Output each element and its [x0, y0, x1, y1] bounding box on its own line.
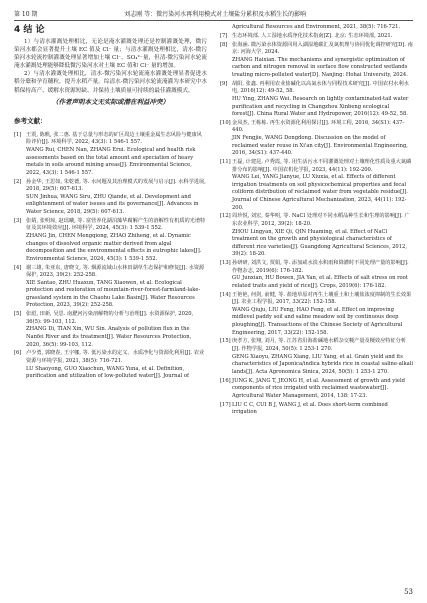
left-column: [14, 24, 207, 382]
reference-chinese: 生态环境部. 人工湿地水质净化技术指南[Z]. 北京: 生态环境部, 2021.: [232, 32, 393, 39]
references-list-left: [14, 132, 207, 381]
conclusion-paragraph-2: 2）与清水灌溉处理相比，清水-微污染河水轮流淹水灌溉处理显著促进水稻分蘖和孕育穗粒，提升水稻产量。综清水-微污染河水轮流淹灌为本研究中水稻保持高产、缓解水资源短缺、并保持土壤质量可持续的最佳灌溉模式。: [14, 71, 207, 94]
reference-english: ZHANG Haixian. The mechanisms and synergistic optimization of carbon and nitrogen removal in surface flow constructed wetlands treating micro-polluted water[D]. Nanjing: Hohai University, 2024.: [232, 56, 408, 78]
right-column: [220, 24, 413, 418]
reference-chinese: 张彪, 田新, 吴思. 南淝河污染溶解物的分析与治理[J]. 水资源保护, 2020, 36(5): 99-103, 112.: [26, 311, 194, 325]
reference-text: [26, 311, 207, 349]
reference-chinese: 卢少勇, 郭晓春, 王宇娜, 等. 低污染水的定义、水质净化与资源化利用[J]. 农业资源与环境学报, 2021, 38(5): 716-721.: [26, 350, 205, 364]
reference-item: [14, 179, 207, 217]
reference-english: ZHANG Di, TIAN Xin, WU Sin. Analysis of pollution flux in the Nanfei River and its treatment[J]. Water Resources Protection, 2020, 36(5): 99-103, 112.: [26, 326, 192, 348]
reference-number: [1]: [14, 131, 22, 138]
reference-text: [26, 179, 207, 217]
reference-number: [3]: [14, 217, 22, 224]
reference-item: [14, 132, 207, 178]
reference-chinese: 王磊, 计建昆, 卢秀霞, 等. 用生活污水不同灌溉处理对土壤理化性质及重大氮磷排分布的影响[J]. 中国农机化学报, 2023, 44(11): 192-200.: [232, 159, 412, 173]
reference-number: [2]: [14, 178, 22, 185]
reference-english: WANG Lei, YANG Jianyue, LU Xiuxia, et al. Effects of different irrigation treatments on soil physicochemical properties and fecal coliform distribution of reclaimed water from vegetable residue[J]. Journal of Chinese Agricultural Mechanization, 2023, 44(11): 192-200.: [232, 174, 408, 211]
reference-text: [232, 338, 413, 376]
reference-chinese: 周珍悦, 刘宏, 秦华明, 等. NaCl 处理对不同水稻品种生长和生理的影响[J]. 广东农业科学, 2012, 39(2): 18-20.: [232, 213, 410, 227]
reference-chinese: 张婧, 张明琼, 赵瑶曦, 等. 富营养化湖泊藻华腐解产生的溶解性有机质的光谱特征及其环境效应[J]. 环境科学, 2024, 45(3): 1 539-1 552.: [26, 217, 206, 232]
reference-chinese: 谢三雄, 朱亚东, 唐晓文, 等. 烟源流域山水林田湖草生态保护和修复[J]. 水资源保护, 2023, 39(2): 252-258.: [26, 264, 205, 279]
reference-text: [232, 159, 413, 212]
reference-number: [13]: [220, 260, 231, 267]
reference-number: [12]: [220, 213, 231, 220]
running-header: [14, 6, 413, 21]
reference-text: [232, 260, 413, 290]
reference-english: GU Junxian, HU Bowen, JIA Yan, et al. Effects of salt stress on root related traits and yield of rice[J]. Crops, 2019(6): 176-182.: [232, 275, 408, 289]
reference-number: [5]: [14, 311, 22, 318]
reference-item: [220, 159, 413, 212]
reference-number: [9]: [220, 80, 228, 87]
reference-english: LU Shaoyong, GUO Xiaochun, WANG Yuna, et al. Definition, purification and utilization of low-polluted water[J]. Journal of: [26, 365, 189, 380]
reference-text: [232, 81, 413, 119]
reference-chinese: 王震, 陈帆, 张二惠. 基于总量与形态的矿区周边土壤重金属生态风险与健康风险评价[J]. 环境科学, 2022, 43(3): 1 546-1 557.: [26, 131, 202, 146]
reference-text: [232, 292, 413, 338]
reference-chinese: 金凤杰, 王栋栋. 再生水资源化利用探讨[J]. 环境工程, 2016, 34(S1): 437-440.: [232, 119, 405, 134]
reference-english: GENG Xiaoyu, ZHANG Xiang, LIU Yang, et al. Grain yield and its characteristics of Japonica/indica hybrids rice in coastal saline-alkali lands[J]. Acta Agronomica Sinica, 2024, 50(5): 1 253-1 270.: [232, 353, 414, 375]
reference-item: [220, 260, 413, 290]
reference-chinese: 孙研研, 刘洪文, 贾娟, 等. 添加咸水淡水积雨和降灌时不同处理产量的影响[J]. 作物杂志, 2019(6): 176-182.: [232, 260, 409, 274]
reference-text: [232, 42, 413, 80]
reference-item: [14, 265, 207, 311]
reference-chinese: 张海涵. 微污染水体资源回用入湖湿地碳汇及氮机理与协同优化调控研究[D]. 南京: 河海大学, 2024.: [232, 41, 413, 56]
reference-item: [220, 402, 413, 417]
reference-text: [232, 378, 413, 401]
reference-english: HU Ying, ZHANG Wei. Research on lightly contaminated-tail water purification and recycling in Changzhou Xinbeng ecological forest[J]. China Rural Water and Hydropower, 2016(12): 49-52, 58.: [232, 95, 409, 118]
section-title: 4 结 论: [14, 25, 45, 35]
reference-number: [16]: [220, 377, 231, 384]
reference-number: [14]: [220, 291, 231, 298]
reference-number: [17]: [220, 401, 231, 408]
reference-chinese: 庚孝方, 张翔, 刘月, 等. 江苏省沿海盐碱地水稻杂交粳产量及粳效应特征分析[J]. 作物学报, 2024, 50(5): 1 253-1 270.: [232, 338, 407, 353]
reference-item: [14, 218, 207, 264]
reference-english: WANG Qiuju, LIU Feng, HAO Feng, et al. Effect on improving midlevel paddy soil and saline meadow soil by continuous deep ploughing[J]. Transactions of the Chinese Society of Agricultural Engineering, 2017, 33(22): 152-158.: [232, 306, 403, 336]
reference-english: WANG Rui, CHEN Nan, ZHANG Erui. Ecological and health risk assessments based on the total amount and speciation of heavy metals in soils around mining areas[J]. Environmental Science, 2022, 43(3): 1 546-1 557.: [26, 147, 196, 176]
reference-text: [232, 213, 413, 259]
reference-chinese: 胡阳, 张鑫. 再利用农业盐碱化以高氮水体与同程技术研究[J]. 中国农村水利水电, 2016(12): 49-52, 58.: [232, 80, 409, 95]
reference-number: [10]: [220, 119, 231, 126]
page-number: 53: [404, 588, 413, 596]
reference-text: [232, 120, 413, 158]
reference-number: [15]: [220, 338, 231, 345]
reference-item: [220, 378, 413, 401]
reference-english: ZHANG Jin, CHEN Mengqiong, ZHAO Zhiheng, et al. Dynamic changes of dissolved organic matter derived from algal decomposition and the environmental effects in eutrophic lakes[J]. Environmental Science, 2024, 45(3): 1 539-1 552.: [26, 232, 202, 262]
reference-english: XIE Santao, ZHU Huaxun, TANG Xiaowen, et al. Ecological protection and restoration of mountain-river-forest-farmland-lake-grassland system in the Chaohu Lake Basin[J]. Water Resources Protection, 2023, 39(2): 252-258.: [26, 279, 201, 309]
reference-item: [220, 81, 413, 119]
reference-english: SUN Jinhua, WANG Siru, ZHU Qiande, et al. Development and enlightenment of water issues and its governance[J]. Advances in Water Science, 2018, 29(5): 607-613.: [26, 193, 199, 215]
reference-chinese: 王艳艳, 何剑, 俞健, 等. 盐地草原对再生土壤重土和土壤盐浓度抑制的生长效果[J]. 农业工程学报, 2017, 33(22): 152-158.: [232, 291, 412, 306]
conclusion-paragraph-1: 1）与清水灌溉处理相比，无论是淹水灌溉处理还是控制灌溉处理，微污染河水都会显著提升土壤 EC 值及 Cl⁻ 量；与清水灌溉处理相比，清水-微污染河水轮流控制灌溉处理显著增加土壤 Cl⁻、SO₄²⁻量，但清-微污染河水轮流淹水灌溉处理能够降低微污染河水对土壤 EC 值和 Cl⁻ 量的增加。: [14, 39, 207, 70]
running-title: 刘志刚 等：微污染河水再利用模式对土壤盐分累积及水稻生长的影响: [124, 11, 307, 18]
reference-english: LIU C C, CUI B J, WANG J, et al. Does short-term combined irrigation: [232, 401, 388, 416]
reference-number: [7]: [220, 32, 228, 39]
reference-continuation: Agricultural Resources and Environment, 2021, 38(5): 716-721.: [232, 24, 401, 30]
reference-text: [26, 132, 207, 178]
reference-number: [6]: [14, 350, 22, 357]
reference-chinese: 孙金华, 王思如, 朱乾德, 等. 水问题及其治理模式的发展与启示[J]. 水科学进展, 2018, 29(5): 607-613.: [26, 178, 206, 193]
issue-number: 第 10 期: [14, 11, 38, 18]
references-heading: 参考文献：: [14, 117, 47, 126]
reference-item: [220, 120, 413, 158]
reference-item: [220, 213, 413, 259]
reference-text: [232, 402, 413, 417]
reference-text: [232, 33, 413, 41]
reference-item: [220, 292, 413, 338]
reference-english: JUNG K, JANG T, JEONG H, et al. Assessment of growth and yield components of rice irrigated with reclaimed wastewater[J]. Agricultural Water Management, 2014, 138: 17-23.: [232, 377, 405, 399]
reference-item: [14, 350, 207, 380]
reference-item: [220, 33, 413, 41]
reference-number: [11]: [220, 159, 231, 166]
reference-item: [220, 42, 413, 80]
reference-text: [26, 218, 207, 264]
reference-number: [8]: [220, 41, 228, 48]
reference-item: [14, 311, 207, 349]
reference-text: [26, 265, 207, 311]
reference-text: [26, 350, 207, 380]
reference-english: ZHOU Lingyan, XIE Qi, QIN Huaming, et al. Effect of NaCl treatment on the growth and physiological characteristics of different rice varieties[J]. Guangdong Agricultural Sciences, 2012, 39(2): 18-20.: [232, 228, 407, 258]
reference-number: [4]: [14, 264, 22, 271]
references-list-right: [220, 33, 413, 417]
reference-english: JIN Fengjie, WANG Dongdong. Discussion on the model of reclaimed water reuse in Xi'an city[J]. Environmental Engineering, 2016, 34(S1): 437-440.: [232, 135, 408, 157]
reference-item: [220, 338, 413, 376]
conflict-note: （作者声明本文无实际或潜在利益冲突）: [52, 97, 169, 106]
